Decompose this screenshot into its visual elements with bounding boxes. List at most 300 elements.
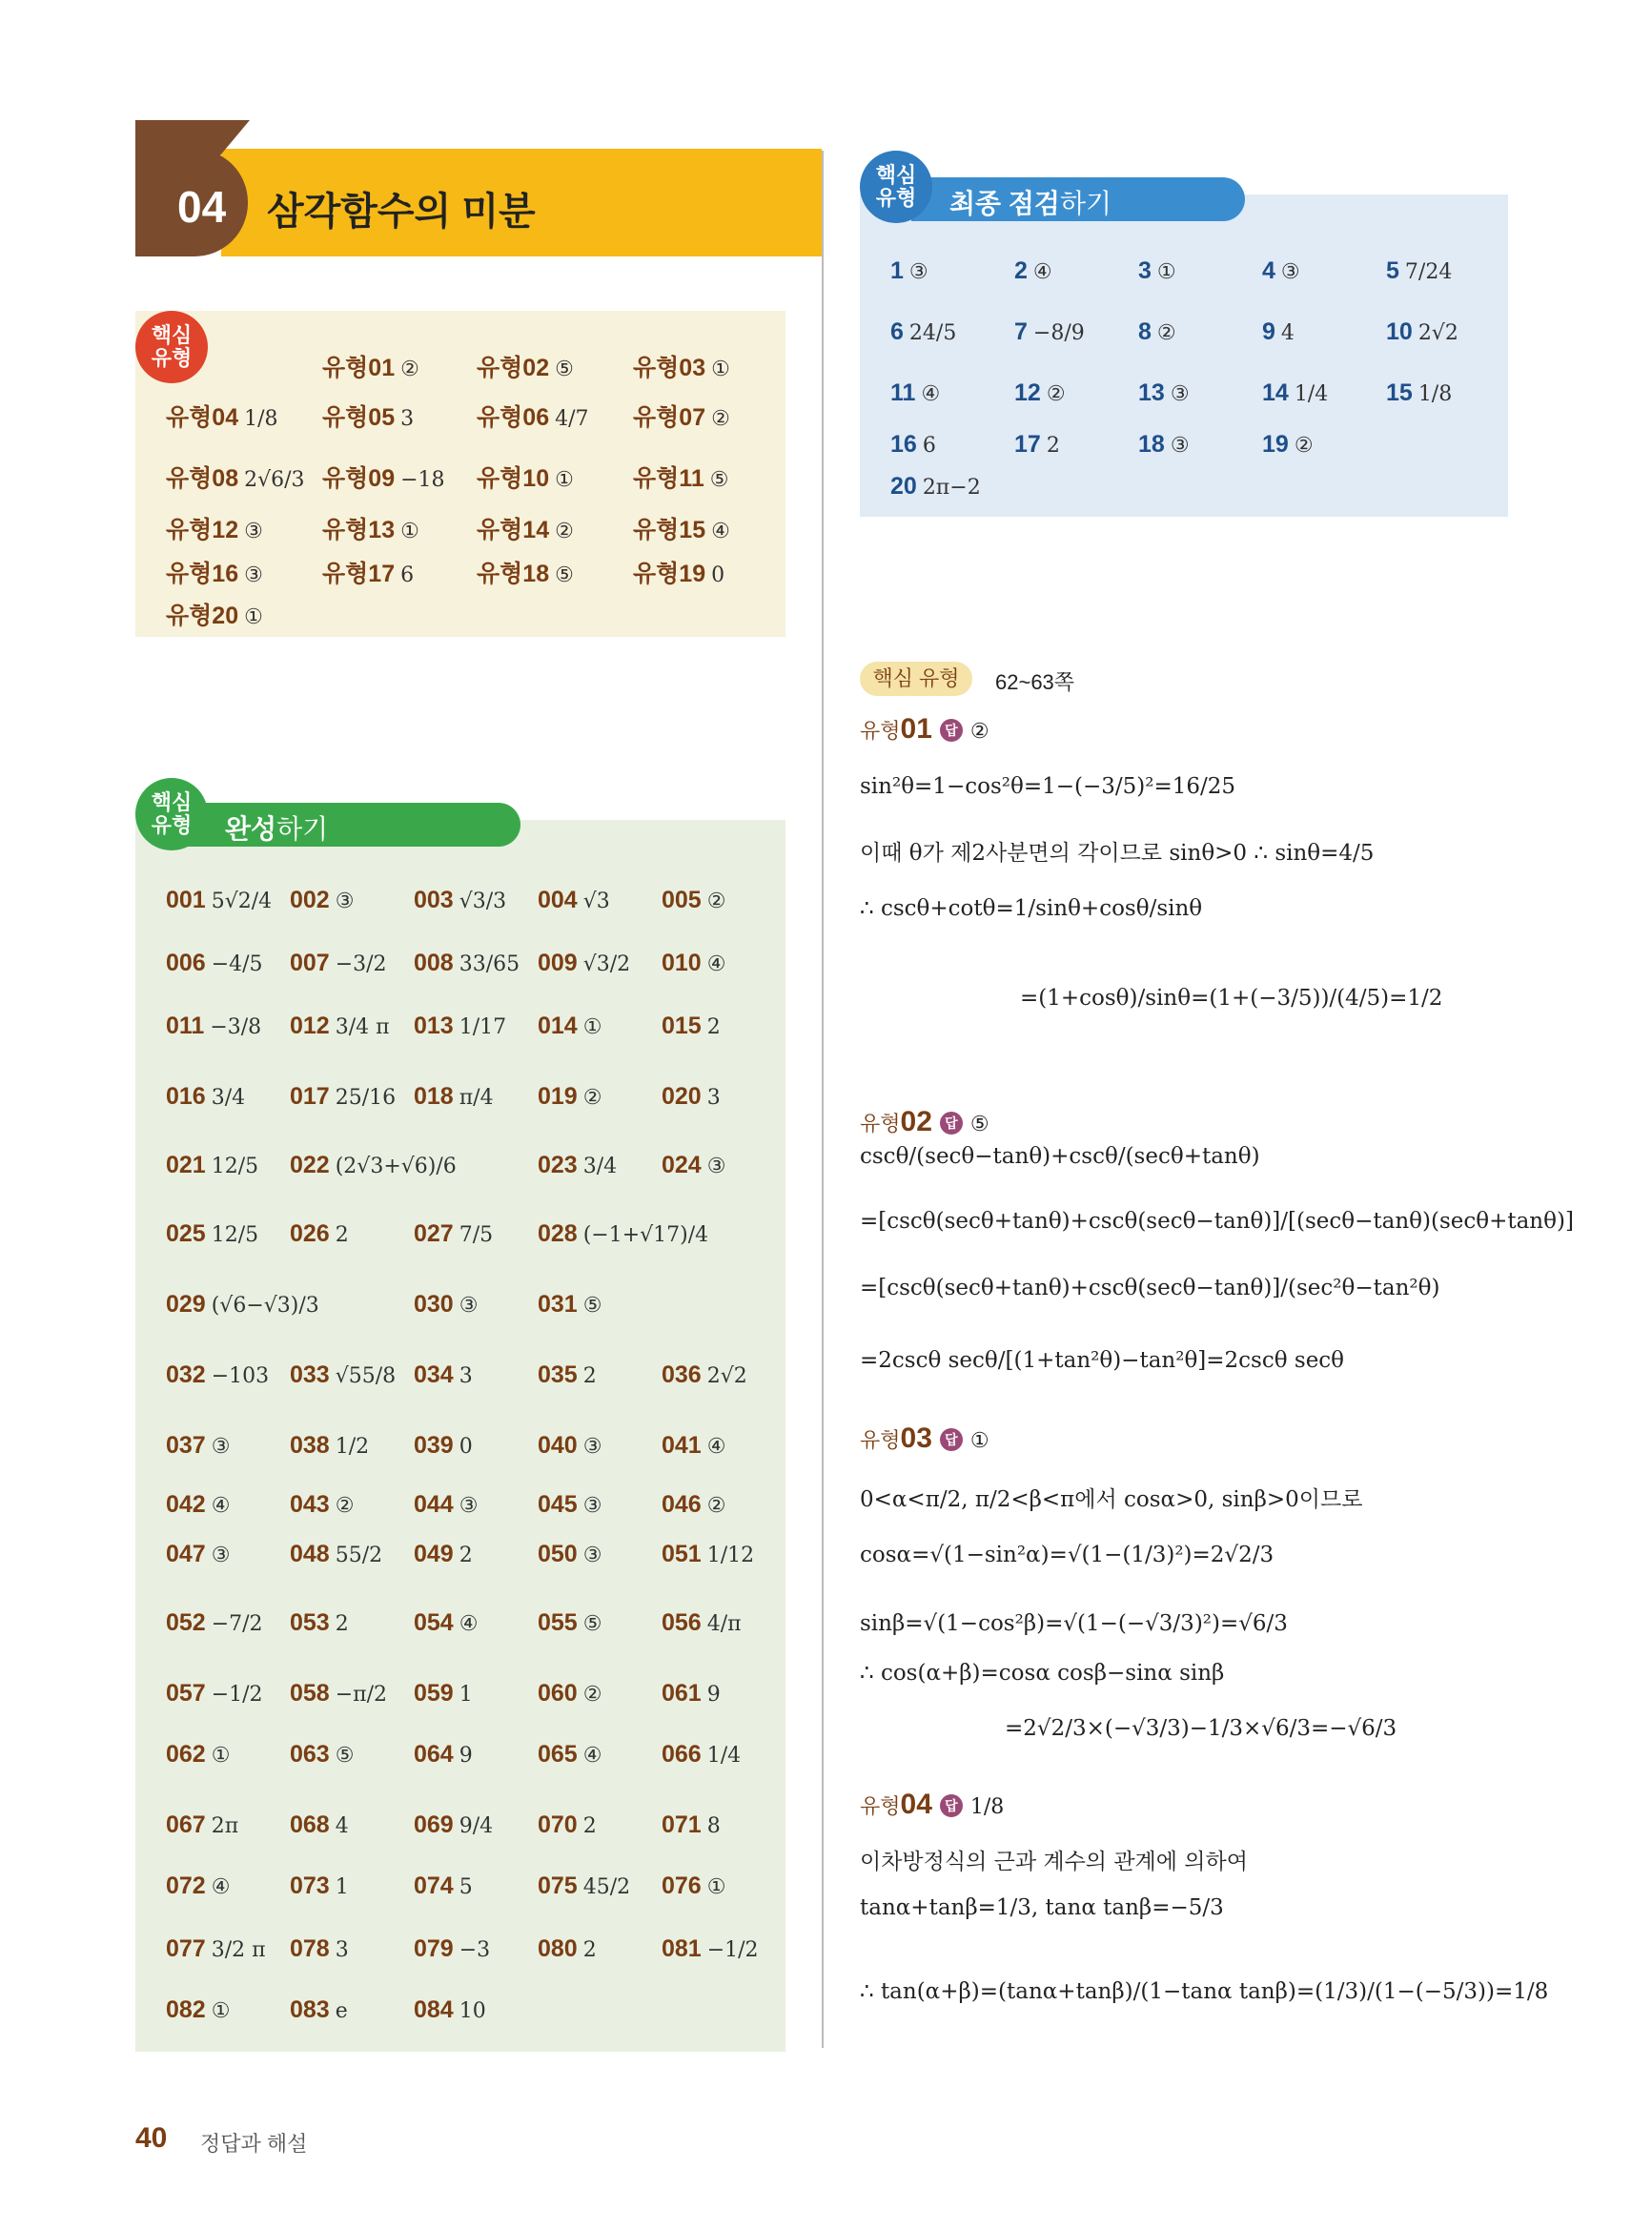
answer-label: 065 (538, 1741, 578, 1768)
answer-label: 035 (538, 1361, 578, 1388)
answer-value: 12/5 (211, 1155, 259, 1178)
answer-label: 유형20 (166, 603, 239, 629)
complete-item (662, 1811, 721, 1839)
answer-value: 2√2 (706, 1364, 747, 1388)
answer-value: e (335, 1999, 348, 2023)
answer-value: (2√3+√6)/6 (335, 1155, 457, 1178)
answer-label: 042 (166, 1491, 206, 1518)
answer-label: 036 (662, 1361, 702, 1388)
answer-value: 8 (706, 1814, 721, 1838)
answer-value: √3/3 (459, 890, 507, 913)
answer-label: 16 (890, 431, 917, 458)
answer-label: 067 (166, 1811, 206, 1838)
complete-item (166, 1220, 258, 1248)
solution-line: 0<α<π/2, π/2<β<π에서 cosα>0, sinβ>0이므로 (860, 1487, 1363, 1512)
complete-item (166, 1609, 263, 1637)
solution-heading: 유형02 답 ⑤ (860, 1106, 989, 1137)
core-type-item (477, 399, 589, 433)
answer-label: 058 (290, 1680, 330, 1707)
solution-line: ∴ tan(α+β)=(tanα+tanβ)/(1−tanα tanβ)=(1/3)/(1−(−5/3))=1/8 (860, 1979, 1549, 2004)
core-type-item (477, 460, 574, 494)
core-type-item (633, 349, 730, 383)
answer-value: ① (711, 358, 730, 381)
answer-value: 2 (582, 1938, 597, 1962)
final-item (1138, 318, 1176, 346)
answer-value: 9 (459, 1744, 473, 1768)
answer-value: 2 (335, 1223, 349, 1247)
final-item (1386, 257, 1452, 285)
answer-value: 3/4 π (335, 1015, 390, 1039)
complete-item (414, 1680, 473, 1708)
answer-label: 073 (290, 1872, 330, 1899)
answer-label: 053 (290, 1609, 330, 1636)
answer-label: 068 (290, 1811, 330, 1838)
core-type-item (166, 399, 278, 433)
answer-value: ④ (706, 952, 726, 976)
answer-label: 9 (1262, 318, 1275, 345)
complete-item (662, 1609, 742, 1637)
complete-item (662, 1741, 741, 1769)
answer-value: 1/2 (335, 1435, 370, 1459)
answer-value: 5 (459, 1875, 473, 1899)
final-item (1014, 257, 1052, 285)
answer-label: 080 (538, 1935, 578, 1962)
core-type-item (633, 555, 724, 589)
complete-item (662, 1361, 747, 1389)
answer-value: ② (400, 358, 419, 381)
answer-label: 19 (1262, 431, 1289, 458)
answer-label: 072 (166, 1872, 206, 1899)
answer-value: 2 (1046, 434, 1060, 458)
solution-heading: 유형03 답 ① (860, 1422, 989, 1454)
answer-value: 24/5 (908, 321, 957, 345)
final-item (1386, 318, 1458, 346)
answer-label: 047 (166, 1541, 206, 1567)
complete-item (414, 1609, 478, 1637)
answer-label: 041 (662, 1432, 702, 1459)
solution-line: cscθ/(secθ−tanθ)+cscθ/(secθ+tanθ) (860, 1144, 1260, 1169)
answer-value: 7/5 (459, 1223, 494, 1247)
answer-label: 030 (414, 1291, 454, 1318)
answer-label: 007 (290, 950, 330, 976)
complete-item (290, 1220, 349, 1248)
complete-item (414, 1811, 493, 1839)
answer-value: π/4 (459, 1086, 494, 1110)
answer-value: 45/2 (582, 1875, 631, 1899)
answer-value: −4/5 (211, 952, 263, 976)
answer-label: 013 (414, 1013, 454, 1039)
answer-label: 076 (662, 1872, 702, 1899)
complete-item (538, 1013, 602, 1040)
answer-value: −1/2 (211, 1683, 263, 1707)
answer-label: 033 (290, 1361, 330, 1388)
complete-item (166, 1811, 238, 1839)
core-type-item (166, 511, 263, 545)
complete-item (662, 1432, 725, 1460)
answer-value: 1/4 (1294, 382, 1329, 406)
complete-item (538, 1935, 597, 1963)
answer-label: 15 (1386, 379, 1413, 406)
solution-line: =(1+cosθ)/sinθ=(1+(−3/5))/(4/5)=1/2 (1020, 986, 1443, 1011)
answer-value: 4 (335, 1814, 349, 1838)
answer-value: 1 (335, 1875, 349, 1899)
complete-item (166, 1083, 245, 1111)
complete-item (290, 1491, 354, 1519)
core-badge: 핵심 유형 (135, 311, 208, 383)
answer-label: 024 (662, 1152, 702, 1178)
core-type-item (322, 399, 414, 433)
answer-value: −7/2 (211, 1612, 263, 1636)
complete-item (414, 1432, 473, 1460)
complete-item (414, 1220, 493, 1248)
answer-label: 유형02 (477, 355, 550, 381)
complete-item (290, 1935, 349, 1963)
final-tab: 최종 점검하기 (911, 177, 1245, 221)
answer-value: 9/4 (459, 1814, 494, 1838)
complete-item (166, 1935, 266, 1963)
solution-line: cosα=√(1−sin²α)=√(1−(1/3)²)=2√2/3 (860, 1543, 1275, 1567)
answer-value: ② (335, 1494, 355, 1518)
answer-label: 2 (1014, 257, 1028, 284)
answer-label: 034 (414, 1361, 454, 1388)
solution-pages: 62~63쪽 (995, 670, 1075, 694)
complete-item (662, 887, 725, 914)
answer-label: 026 (290, 1220, 330, 1247)
answer-label: 051 (662, 1541, 702, 1567)
solution-line: =[cscθ(secθ+tanθ)+cscθ(secθ−tanθ)]/[(secθ−tanθ)(secθ+tanθ)] (860, 1209, 1574, 1234)
answer-label: 002 (290, 887, 330, 913)
final-item (1262, 257, 1300, 285)
answer-label: 003 (414, 887, 454, 913)
solution-line: =2√2/3×(−√3/3)−1/3×√6/3=−√6/3 (1005, 1716, 1397, 1741)
core-type-item (166, 555, 263, 589)
complete-item (662, 1152, 725, 1179)
answer-label: 4 (1262, 257, 1275, 284)
answer-value: ② (711, 407, 730, 431)
answer-label: 유형06 (477, 404, 550, 431)
answer-value: ① (555, 468, 574, 492)
answer-value: 3/4 (211, 1086, 246, 1110)
answer-label: 001 (166, 887, 206, 913)
answer-label: 020 (662, 1083, 702, 1110)
complete-item (414, 1083, 494, 1111)
solution-heading: 유형01 답 ② (860, 713, 989, 745)
answer-label: 027 (414, 1220, 454, 1247)
answer-value: ② (1156, 321, 1176, 345)
answer-value: ② (706, 1494, 726, 1518)
answer-value: 33/65 (459, 952, 520, 976)
core-type-item (166, 597, 263, 631)
complete-item (662, 1083, 721, 1111)
answer-value: −π/2 (335, 1683, 388, 1707)
answer-label: 3 (1138, 257, 1152, 284)
answer-value: ⑤ (555, 358, 574, 381)
complete-item (290, 1872, 349, 1900)
solution-line: =[cscθ(secθ+tanθ)+cscθ(secθ−tanθ)]/(sec²θ−tan²θ) (860, 1276, 1440, 1300)
answer-value: 0 (711, 563, 725, 587)
core-type-item (633, 460, 728, 494)
answer-label: 046 (662, 1491, 702, 1518)
answer-value: ① (211, 1744, 231, 1768)
answer-label: 014 (538, 1013, 578, 1039)
answer-value: −3/8 (210, 1015, 262, 1039)
complete-item (290, 1741, 354, 1769)
complete-item (166, 887, 272, 914)
answer-label: 040 (538, 1432, 578, 1459)
complete-item (538, 1491, 602, 1519)
chapter-title: 삼각함수의 미분 (267, 191, 536, 233)
answer-value: √3/2 (582, 952, 631, 976)
answer-label: 016 (166, 1083, 206, 1110)
answer-label: 10 (1386, 318, 1413, 345)
answer-label: 069 (414, 1811, 454, 1838)
complete-item (414, 1291, 478, 1319)
answer-value: 3 (400, 407, 415, 431)
answer-value: 55/2 (335, 1544, 383, 1567)
complete-item (538, 1432, 602, 1460)
complete-item (538, 1741, 602, 1769)
answer-value: 6 (922, 434, 936, 458)
answer-value: 1/8 (244, 407, 278, 431)
answer-label: 015 (662, 1013, 702, 1039)
answer-label: 유형15 (633, 517, 706, 543)
answer-label: 20 (890, 473, 917, 500)
answer-value: ③ (706, 1155, 726, 1178)
complete-item (166, 1432, 230, 1460)
answer-label: 009 (538, 950, 578, 976)
answer-value: −8/9 (1032, 321, 1085, 345)
answer-value: −103 (211, 1364, 270, 1388)
answer-label: 유형08 (166, 465, 239, 492)
answer-label: 063 (290, 1741, 330, 1768)
final-item (890, 473, 981, 501)
answer-label: 1 (890, 257, 904, 284)
answer-value: 3/2 π (211, 1938, 266, 1962)
answer-value: ④ (211, 1494, 231, 1518)
answer-value: ③ (211, 1435, 231, 1459)
answer-label: 049 (414, 1541, 454, 1567)
complete-item (538, 1609, 602, 1637)
answer-value: ⑤ (582, 1294, 602, 1318)
solution-line: sin²θ=1−cos²θ=1−(−3/5)²=16/25 (860, 774, 1235, 799)
answer-value: 3/4 (582, 1155, 618, 1178)
answer-label: 057 (166, 1680, 206, 1707)
complete-item (414, 887, 506, 914)
complete-item (538, 1680, 602, 1708)
complete-item (166, 1996, 230, 2024)
complete-item (414, 950, 520, 977)
complete-item (290, 1361, 396, 1389)
answer-label: 6 (890, 318, 904, 345)
answer-value: ③ (211, 1544, 231, 1567)
answer-value: 1/12 (706, 1544, 755, 1567)
answer-value: ② (1046, 382, 1066, 406)
complete-item (538, 1361, 597, 1389)
complete-item (414, 1491, 478, 1519)
complete-item (538, 1083, 602, 1111)
answer-label: 008 (414, 950, 454, 976)
answer-value: ① (400, 520, 419, 543)
complete-item (166, 1491, 230, 1519)
answer-label: 유형16 (166, 561, 239, 587)
complete-item (414, 1741, 473, 1769)
answer-value: 2√2 (1417, 321, 1458, 345)
answer-label: 074 (414, 1872, 454, 1899)
answer-value: ② (1294, 434, 1314, 458)
complete-item (414, 1872, 473, 1900)
solution-line: sinβ=√(1−cos²β)=√(1−(−√3/3)²)=√6/3 (860, 1611, 1288, 1636)
page-footer-text: 정답과 해설 (200, 2132, 308, 2156)
answer-label: 062 (166, 1741, 206, 1768)
answer-value: ④ (711, 520, 730, 543)
answer-value: ⑤ (335, 1744, 355, 1768)
answer-label: 048 (290, 1541, 330, 1567)
answer-label: 유형10 (477, 465, 550, 492)
answer-value: ② (582, 1683, 602, 1707)
complete-item (662, 950, 725, 977)
answer-label: 010 (662, 950, 702, 976)
complete-item (166, 1361, 269, 1389)
complete-item (538, 1872, 630, 1900)
answer-value: ③ (582, 1544, 602, 1567)
complete-item (290, 1996, 348, 2024)
core-type-item (477, 555, 574, 589)
complete-item (414, 1996, 486, 2024)
answer-value: 1/4 (706, 1744, 742, 1768)
answer-value: (√6−√3)/3 (211, 1294, 319, 1318)
answer-label: 059 (414, 1680, 454, 1707)
complete-item (414, 1541, 473, 1568)
complete-item (538, 887, 610, 914)
answer-label: 유형01 (322, 355, 396, 381)
answer-value: −18 (400, 468, 445, 492)
complete-item (166, 1872, 230, 1900)
answer-value: √55/8 (335, 1364, 397, 1388)
answer-label: 084 (414, 1996, 454, 2023)
core-type-item (477, 511, 574, 545)
column-divider (822, 151, 824, 2048)
solution-pill: 핵심 유형 (860, 662, 972, 696)
answer-value: ③ (1170, 434, 1190, 458)
answer-label: 8 (1138, 318, 1152, 345)
answer-label: 038 (290, 1432, 330, 1459)
core-type-item (322, 349, 419, 383)
answer-label: 056 (662, 1609, 702, 1636)
answer-label: 054 (414, 1609, 454, 1636)
answer-label: 037 (166, 1432, 206, 1459)
answer-value: ③ (1280, 260, 1300, 284)
answer-label: 064 (414, 1741, 454, 1768)
answer-value: (−1+√17)/4 (582, 1223, 709, 1247)
answer-value: ① (582, 1015, 602, 1039)
complete-item (290, 1152, 457, 1179)
answer-label: 12 (1014, 379, 1041, 406)
answer-label: 019 (538, 1083, 578, 1110)
complete-item (662, 1872, 725, 1900)
answer-label: 유형14 (477, 517, 550, 543)
answer-label: 유형13 (322, 517, 396, 543)
answer-value: 2π−2 (922, 476, 981, 500)
answer-label: 045 (538, 1491, 578, 1518)
answer-label: 13 (1138, 379, 1165, 406)
answer-label: 유형11 (633, 465, 704, 492)
answer-label: 17 (1014, 431, 1041, 458)
core-type-item (322, 511, 419, 545)
complete-item (290, 887, 354, 914)
answer-label: 017 (290, 1083, 330, 1110)
final-box (860, 194, 1508, 517)
answer-value: ⑤ (582, 1612, 602, 1636)
answer-value: 1 (459, 1683, 473, 1707)
final-item (1138, 431, 1190, 459)
final-item (1014, 431, 1060, 459)
answer-value: ④ (582, 1744, 602, 1768)
answer-label: 유형12 (166, 517, 239, 543)
answer-value: 2 (706, 1015, 721, 1039)
answer-value: ② (706, 890, 726, 913)
answer-label: 유형03 (633, 355, 706, 381)
answer-label: 039 (414, 1432, 454, 1459)
answer-value: 2√6/3 (244, 468, 305, 492)
answer-label: 070 (538, 1811, 578, 1838)
answer-value: ② (582, 1086, 602, 1110)
solution-line: ∴ cscθ+cotθ=1/sinθ+cosθ/sinθ (860, 896, 1203, 921)
final-item (1262, 318, 1295, 346)
answer-label: 14 (1262, 379, 1289, 406)
complete-item (538, 1811, 597, 1839)
answer-value: −3/2 (335, 952, 387, 976)
complete-item (662, 1935, 759, 1963)
final-item (1386, 379, 1452, 407)
answer-value: ③ (244, 520, 263, 543)
answer-value: 3 (335, 1938, 349, 1962)
complete-item (290, 1680, 387, 1708)
complete-item (166, 1291, 319, 1319)
answer-label: 043 (290, 1491, 330, 1518)
answer-label: 5 (1386, 257, 1399, 284)
complete-item (290, 1013, 390, 1040)
complete-item (290, 950, 387, 977)
answer-label: 유형05 (322, 404, 396, 431)
complete-item (166, 1680, 263, 1708)
answer-label: 052 (166, 1609, 206, 1636)
final-item (1014, 318, 1085, 346)
complete-item (290, 1432, 369, 1460)
answer-label: 011 (166, 1013, 205, 1039)
answer-label: 044 (414, 1491, 454, 1518)
complete-item (414, 1361, 473, 1389)
answer-value: 6 (400, 563, 415, 587)
complete-item (290, 1541, 382, 1568)
answer-value: ① (1156, 260, 1176, 284)
answer-label: 022 (290, 1152, 330, 1178)
solution-line: ∴ cos(α+β)=cosα cosβ−sinα sinβ (860, 1661, 1225, 1686)
complete-item (538, 950, 630, 977)
complete-item (662, 1491, 725, 1519)
answer-label: 078 (290, 1935, 330, 1962)
complete-item (166, 1013, 261, 1040)
answer-label: 021 (166, 1152, 206, 1178)
solution-line: tanα+tanβ=1/3, tanα tanβ=−5/3 (860, 1895, 1224, 1920)
page-number: 40 (135, 2122, 168, 2154)
answer-label: 028 (538, 1220, 578, 1247)
answer-value: ③ (908, 260, 928, 284)
complete-item (662, 1013, 721, 1040)
answer-value: 2 (459, 1544, 473, 1567)
final-badge: 핵심 유형 (860, 151, 932, 223)
core-type-item (166, 460, 305, 494)
complete-badge: 핵심 유형 (135, 778, 208, 850)
